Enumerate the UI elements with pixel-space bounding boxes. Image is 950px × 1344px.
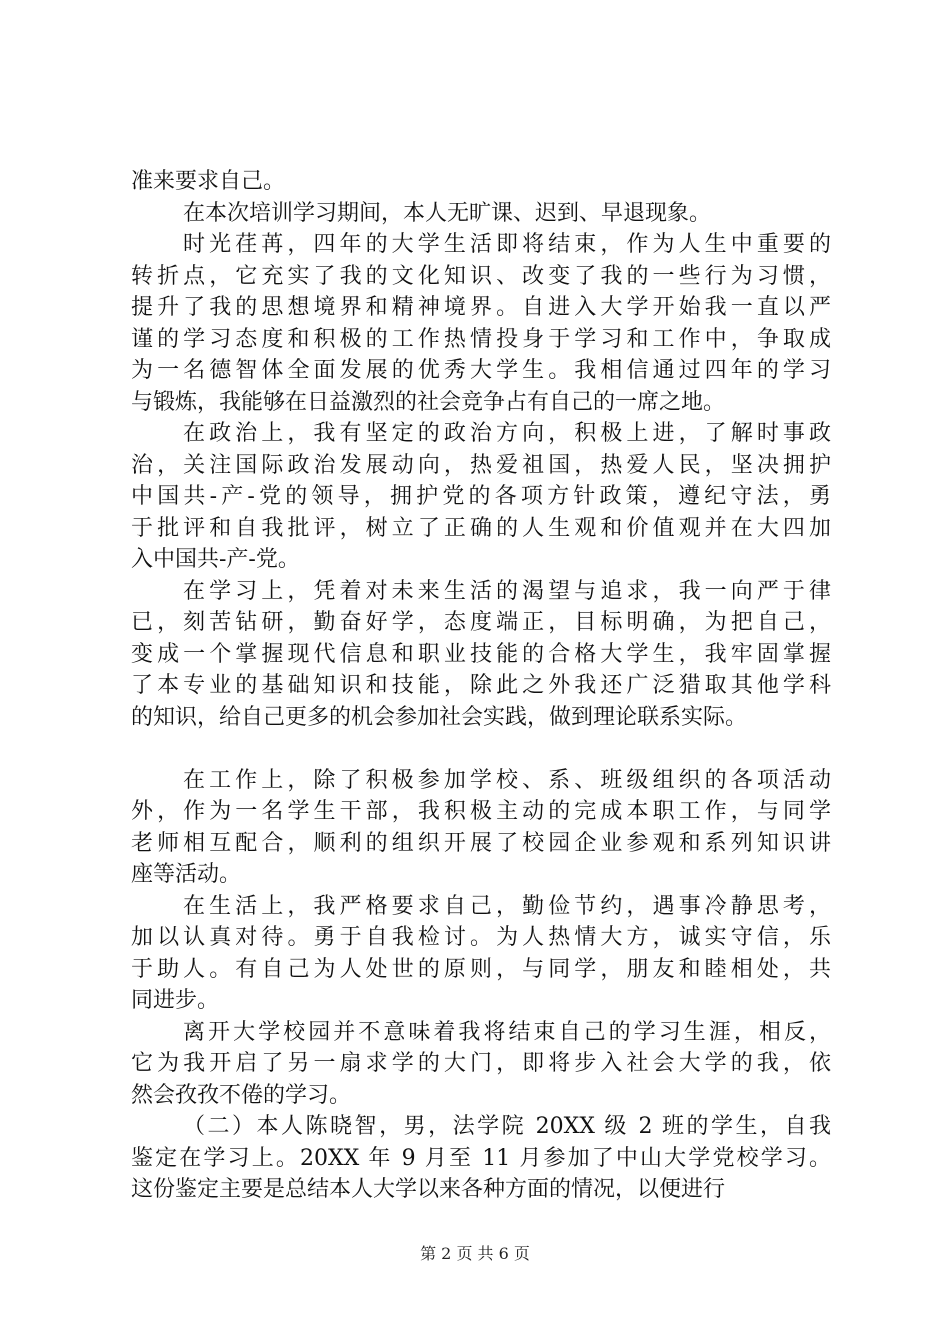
paragraph — [131, 229, 831, 418]
document-body — [131, 166, 831, 1206]
page-number-label: 第 2 页 共 6 页 — [420, 1244, 530, 1263]
paragraph-line: 座等活动。 — [131, 862, 242, 887]
paragraph — [131, 765, 831, 891]
paragraph-line: （二）本人陈晓智，男，法学院 20XX 级 2 班的学生，自我 — [183, 1114, 831, 1139]
paragraph — [131, 1111, 831, 1206]
paragraph — [131, 891, 831, 1017]
paragraph-line: 在工作上，除了积极参加学校、系、班级组织的各项活动 — [183, 767, 831, 793]
paragraph-line: 入中国共-产-党。 — [131, 547, 300, 572]
paragraph-gap — [131, 733, 831, 765]
paragraph-line: 老师相互配合，顺利的组织开展了校园企业参观和系列知识讲 — [131, 830, 831, 856]
paragraph-line: 在学习上，凭着对未来生活的渴望与追求，我一向严于律 — [183, 578, 831, 604]
paragraph-line: 外，作为一名学生干部，我积极主动的完成本职工作，与同学 — [131, 799, 831, 824]
paragraph-line: 变成一个掌握现代信息和职业技能的合格大学生，我牢固掌握 — [131, 641, 831, 667]
paragraph-line: 的知识，给自己更多的机会参加社会实践，做到理论联系实际。 — [131, 704, 748, 730]
paragraph-line: 转折点，它充实了我的文化知识、改变了我的一些行为习惯， — [131, 263, 831, 289]
paragraph-line: 于助人。有自己为人处世的原则，与同学，朋友和睦相处，共 — [131, 956, 831, 982]
paragraph-line: 在本次培训学习期间，本人无旷课、迟到、早退现象。 — [183, 200, 712, 226]
paragraph-line: 为一名德智体全面发展的优秀大学生。我相信通过四年的学习 — [131, 358, 831, 383]
paragraph-line: 时光荏苒，四年的大学生活即将结束，作为人生中重要的 — [183, 232, 831, 257]
paragraph-line: 已，刻苦钻研，勤奋好学，态度端正，目标明确，为把自己， — [131, 610, 831, 635]
paragraph — [131, 198, 831, 230]
paragraph — [131, 576, 831, 734]
paragraph-line: 治，关注国际政治发展动向，热爱祖国，热爱人民，坚决拥护 — [131, 452, 831, 478]
paragraph-line: 这份鉴定主要是总结本人大学以来各种方面的情况，以便进行 — [131, 1177, 726, 1202]
paragraph-line: 谨的学习态度和积极的工作热情投身于学习和工作中，争取成 — [131, 326, 831, 352]
paragraph-line: 然会孜孜不倦的学习。 — [131, 1082, 352, 1108]
paragraph-line: 在生活上，我严格要求自己，勤俭节约，遇事冷静思考， — [183, 893, 831, 919]
paragraph-line: 中国共-产-党的领导，拥护党的各项方针政策，遵纪守法，勇 — [131, 484, 831, 509]
paragraph-line: 在政治上，我有坚定的政治方向，积极上进，了解时事政 — [183, 421, 831, 446]
page-footer — [0, 1241, 950, 1264]
paragraph — [131, 166, 831, 198]
paragraph-line: 于批评和自我批评，树立了正确的人生观和价值观并在大四加 — [131, 515, 831, 541]
paragraph — [131, 418, 831, 576]
paragraph-line: 加以认真对待。勇于自我检讨。为人热情大方，诚实守信，乐 — [131, 925, 831, 950]
paragraph-line: 提升了我的思想境界和精神境界。自进入大学开始我一直以严 — [131, 295, 831, 320]
paragraph-line: 离开大学校园并不意味着我将结束自己的学习生涯，相反， — [183, 1019, 831, 1045]
paragraph-line: 了本专业的基础知识和技能，除此之外我还广泛猎取其他学科 — [131, 673, 831, 698]
paragraph-line: 与锻炼，我能够在日益激烈的社会竞争占有自己的一席之地。 — [131, 389, 726, 415]
paragraph-line: 准来要求自己。 — [131, 169, 286, 194]
paragraph-line: 鉴定在学习上。20XX 年 9 月至 11 月参加了中山大学党校学习。 — [131, 1145, 831, 1171]
paragraph-line: 同进步。 — [131, 988, 220, 1013]
paragraph — [131, 1017, 831, 1112]
paragraph-line: 它为我开启了另一扇求学的大门，即将步入社会大学的我，依 — [131, 1051, 831, 1076]
